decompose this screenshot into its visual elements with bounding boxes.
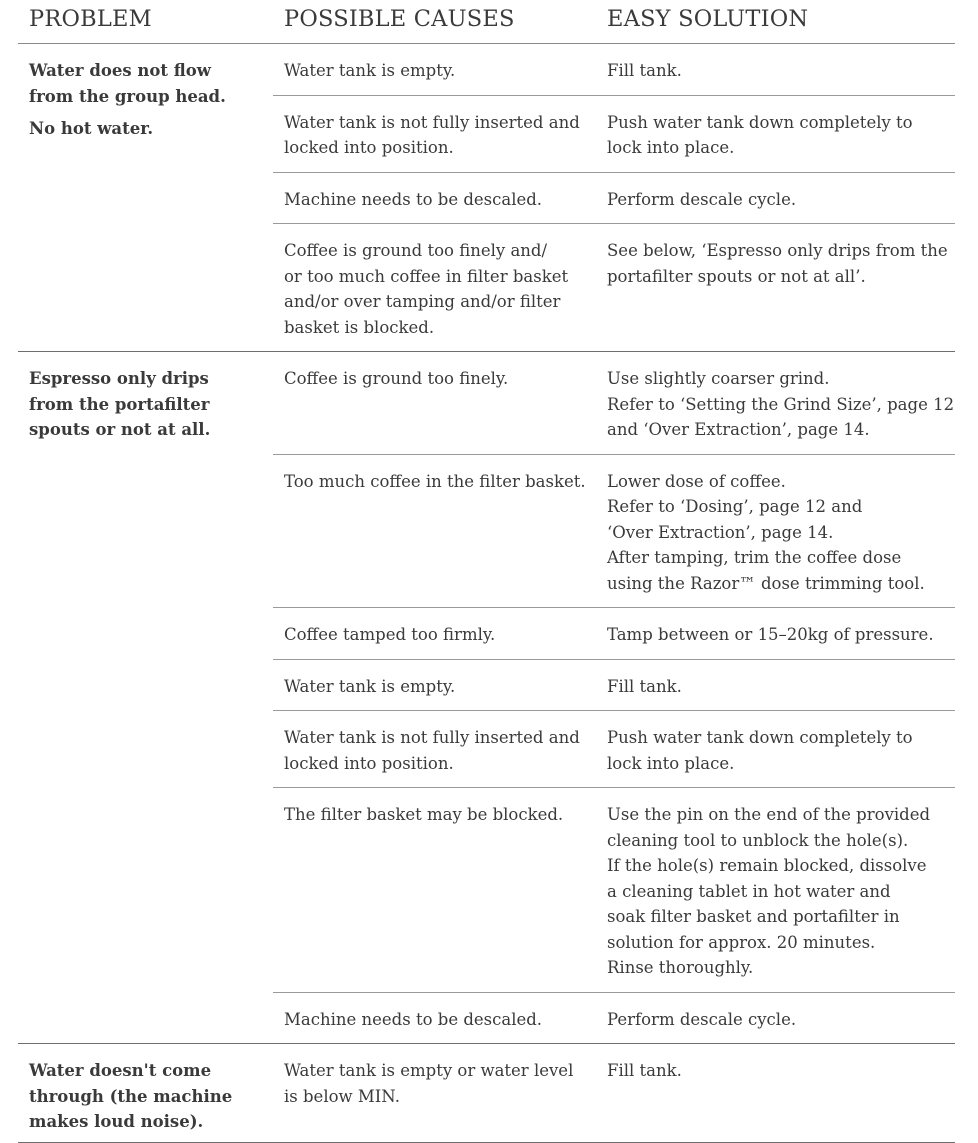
table-header: [18, 0, 955, 44]
problem-text: No hot water.: [29, 119, 154, 138]
cause-cell: [273, 993, 596, 1044]
cause-line: Water tank is empty.: [284, 61, 456, 80]
cause-cell: [273, 788, 596, 992]
cause-line: Too much coffee in the filter basket.: [284, 471, 586, 491]
table-row: [273, 352, 955, 454]
table-row: [273, 95, 955, 172]
cause-line: basket is blocked.: [284, 317, 435, 337]
problem-text: Water does not flow from the group head.: [29, 61, 226, 106]
cause-line: The filter basket may be blocked.: [284, 805, 564, 824]
solution-line: After tamping, trim the coffee dose: [607, 548, 902, 567]
table-row: [273, 454, 955, 608]
header-problem: PROBLEM: [29, 6, 152, 32]
solution-line: Fill tank.: [607, 61, 682, 80]
solution-line: Lower dose of coffee.: [607, 471, 786, 491]
cause-cell: [273, 96, 596, 172]
solution-cell: [596, 352, 955, 454]
solution-line: Tamp between or 15–20kg of pressure.: [607, 625, 934, 644]
solution-cell: [596, 993, 955, 1044]
solution-line: cleaning tool to unblock the hole(s).: [607, 830, 909, 850]
problem-group: [18, 352, 955, 1044]
problem-group: [18, 44, 955, 352]
solution-line: portafilter spouts or not at all’.: [607, 266, 866, 286]
cause-line: Machine needs to be descaled.: [284, 189, 543, 209]
solution-cell: [596, 173, 955, 224]
solution-line: Perform descale cycle.: [607, 189, 797, 209]
table-row: [273, 223, 955, 351]
troubleshooting-table: [18, 0, 955, 1143]
cause-cell: [273, 455, 596, 608]
cause-cell: [273, 1044, 596, 1142]
cause-line: locked into position.: [284, 138, 454, 157]
cause-cell: [273, 660, 596, 711]
table-row: [273, 1044, 955, 1142]
solution-line: Refer to ‘Setting the Grind Size’, page 12: [607, 394, 955, 414]
solution-line: soak filter basket and portafilter in: [607, 907, 900, 926]
solution-cell: [596, 96, 955, 172]
solution-line: a cleaning tablet in hot water and: [607, 881, 891, 901]
solution-line: Refer to ‘Dosing’, page 12 and: [607, 497, 863, 516]
cause-line: and/or over tamping and/or filter: [284, 292, 561, 311]
cause-cell: [273, 44, 596, 95]
table-row: [273, 787, 955, 992]
cause-line: Machine needs to be descaled.: [284, 1009, 543, 1029]
solution-cell: [596, 455, 955, 608]
table-body: [18, 44, 955, 1143]
cause-cell: [273, 608, 596, 659]
solution-line: Use slightly coarser grind.: [607, 369, 830, 388]
solution-line: ‘Over Extraction’, page 14.: [607, 522, 834, 542]
cause-line: Water tank is not fully inserted and: [284, 728, 580, 747]
solution-line: using the Razor™ dose trimming tool.: [607, 573, 925, 593]
problem-text: Espresso only drips from the portafilter spouts or not at all.: [29, 369, 211, 439]
cause-cell: [273, 224, 596, 351]
cause-line: is below MIN.: [284, 1086, 400, 1106]
header-solution: EASY SOLUTION: [607, 6, 809, 32]
cause-line: Coffee is ground too finely and/: [284, 241, 548, 260]
table-row: [273, 607, 955, 659]
solution-cell: [596, 44, 955, 95]
solution-cell: [596, 660, 955, 711]
solution-cell: [596, 1044, 955, 1142]
solution-cell: [596, 711, 955, 787]
solution-line: Rinse thoroughly.: [607, 958, 754, 977]
solution-line: Fill tank.: [607, 1061, 682, 1080]
table-row: [273, 992, 955, 1044]
cause-cell: [273, 173, 596, 224]
problem-cell: [18, 352, 273, 1043]
cause-line: Water tank is empty.: [284, 676, 456, 696]
solution-line: Push water tank down completely to: [607, 112, 913, 132]
table-row: [273, 172, 955, 224]
solution-line: If the hole(s) remain blocked, dissolve: [607, 856, 927, 875]
cause-line: or too much coffee in filter basket: [284, 266, 569, 286]
table-row: [273, 44, 955, 95]
table-row: [273, 659, 955, 711]
cause-line: locked into position.: [284, 753, 454, 773]
cause-line: Coffee is ground too finely.: [284, 369, 509, 388]
table-row: [273, 710, 955, 787]
cause-line: Coffee tamped too firmly.: [284, 625, 496, 644]
problem-group: [18, 1044, 955, 1143]
cause-cell: [273, 352, 596, 454]
solution-line: See below, ‘Espresso only drips from the: [607, 241, 948, 260]
solution-line: solution for approx. 20 minutes.: [607, 932, 876, 952]
solution-cell: [596, 788, 955, 992]
solution-cell: [596, 608, 955, 659]
solution-line: Push water tank down completely to: [607, 728, 913, 747]
header-causes: POSSIBLE CAUSES: [284, 6, 515, 32]
solution-line: lock into place.: [607, 138, 735, 157]
solution-line: and ‘Over Extraction’, page 14.: [607, 420, 870, 439]
problem-cell: [18, 44, 273, 351]
solution-line: Fill tank.: [607, 676, 682, 696]
solution-line: Use the pin on the end of the provided: [607, 805, 931, 824]
problem-text: Water doesn't come through (the machine makes loud noise).: [29, 1061, 233, 1131]
cause-line: Water tank is not fully inserted and: [284, 112, 580, 132]
solution-cell: [596, 224, 955, 351]
problem-cell: [18, 1044, 273, 1142]
cause-cell: [273, 711, 596, 787]
solution-line: lock into place.: [607, 753, 735, 773]
solution-line: Perform descale cycle.: [607, 1009, 797, 1029]
cause-line: Water tank is empty or water level: [284, 1061, 574, 1080]
